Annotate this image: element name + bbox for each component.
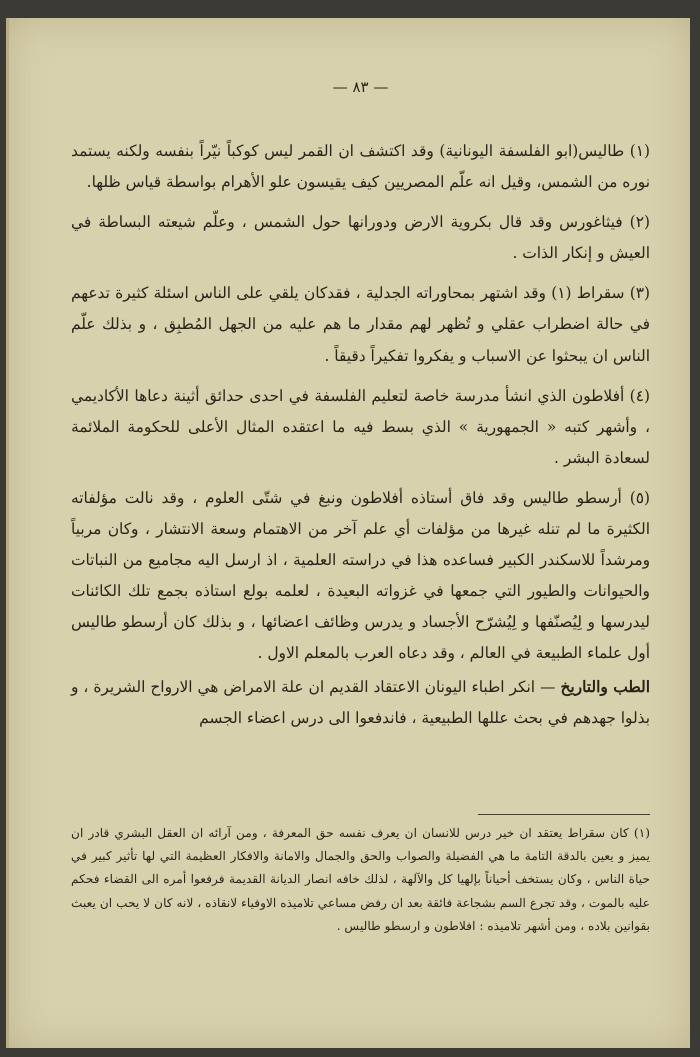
footnote-text: (١) كان سقراط يعتقد ان خير درس للانسان ان يعرف نفسه حق المعرفة ، ومن آرائه ان العقل البشري قادر ان يميز و يعين بالدقة التامة ما هي الفضيلة والصواب والحق والجمال والامانة والافكار العظيمة التي لها تأثير كبير في حياة الناس ، وكان يستخف أحياناً بإلهيا كل والآلهة ، لذلك خافه انصار الديانة القديمة فرفعوا أمره الى القضاء فحكم عليه بالموت ، وقد تجرع السم بشجاعة فائقة بعد ان رفض مساعي تلاميذه الاوفياء لانقاذه ، لانه كان لا يحب ان يعبث بقوانين بلاده ، ومن أشهر تلاميذه : افلاطون و ارسطو طاليس . bbox=[71, 826, 650, 933]
medicine-heading: الطب والتاريخ bbox=[560, 677, 650, 696]
footnote bbox=[71, 822, 650, 938]
paragraph-pythagoras: (٢) فيثاغورس وقد قال بكروية الارض ودورانها حول الشمس ، وعلّم شيعته البساطة في العيش و إنكار الذات . bbox=[71, 213, 650, 263]
paragraph-thales: (١) طاليس(ابو الفلسفة اليونانية) وقد اكتشف ان القمر ليس كوكباً نيّراً بنفسه ولكنه يستمد نوره من الشمس، وقيل انه علّم المصريين كيف يقيسون علو الأهرام بواسطة قياس ظلها. bbox=[71, 142, 650, 192]
paragraph-aristotle: (٥) أرسطو طاليس وقد فاق أستاذه أفلاطون ونبغ في شتّى العلوم ، وقد نالت مؤلفاته الكثيرة ما لم تنله غيرها من مؤلفات أي علم آخر من الاهتمام وسعة الانتشار ، وكان مربياً ومرشداً للاسكندر الكبير فساعده هذا في دراسته العلمية ، اذ ارسل اليه مجاميع من النباتات والحيوانات والطيور التي جمعها في غزواته البعيدة ، لعلمه بولع استاذه بجمع تلك الكائنات ليدرسها و لِيُصنّفها و لِيُشرّح الأجساد و يدرس وظائف اعضائها ، و بذلك كان أرسطو طاليس أول علماء الطبيعة في العالم ، وقد دعاه العرب بالمعلم الاول . bbox=[71, 488, 650, 663]
main-text bbox=[71, 136, 650, 743]
paragraph-medicine bbox=[71, 672, 650, 734]
page-number: — ٨٣ — bbox=[332, 78, 389, 96]
footnote-divider bbox=[478, 814, 650, 815]
paragraph-socrates: (٣) سقراط (١) وقد اشتهر بمحاوراته الجدلية ، فقدكان يلقي على الناس اسئلة كثيرة تدعهم في حالة اضطراب عقلي و تُظهر لهم مقدار ما هم عليه من الجهل المُطبِق ، و بذلك علّم الناس ان يبحثوا عن الاسباب و يفكروا تفكيراً دقيقاً . bbox=[71, 284, 651, 365]
paragraph-plato: (٤) أفلاطون الذي انشأ مدرسة خاصة لتعليم الفلسفة في احدى حدائق أثينة دعاها الأكاديمي ، وأشهر كتبه « الجمهورية » الذي بسط فيه ما اعتقده المثال الأعلى للحكومة الملائمة لسعادة البشر . bbox=[71, 386, 650, 467]
page-content bbox=[71, 18, 650, 1048]
medicine-text: — انكر اطباء اليونان الاعتقاد القديم ان علة الامراض هي الارواح الشريرة ، و بذلوا جهدهم في بحث عللها الطبيعية ، فاندفعوا الى درس اعضاء الجسم bbox=[71, 677, 650, 727]
book-page bbox=[6, 18, 690, 1048]
